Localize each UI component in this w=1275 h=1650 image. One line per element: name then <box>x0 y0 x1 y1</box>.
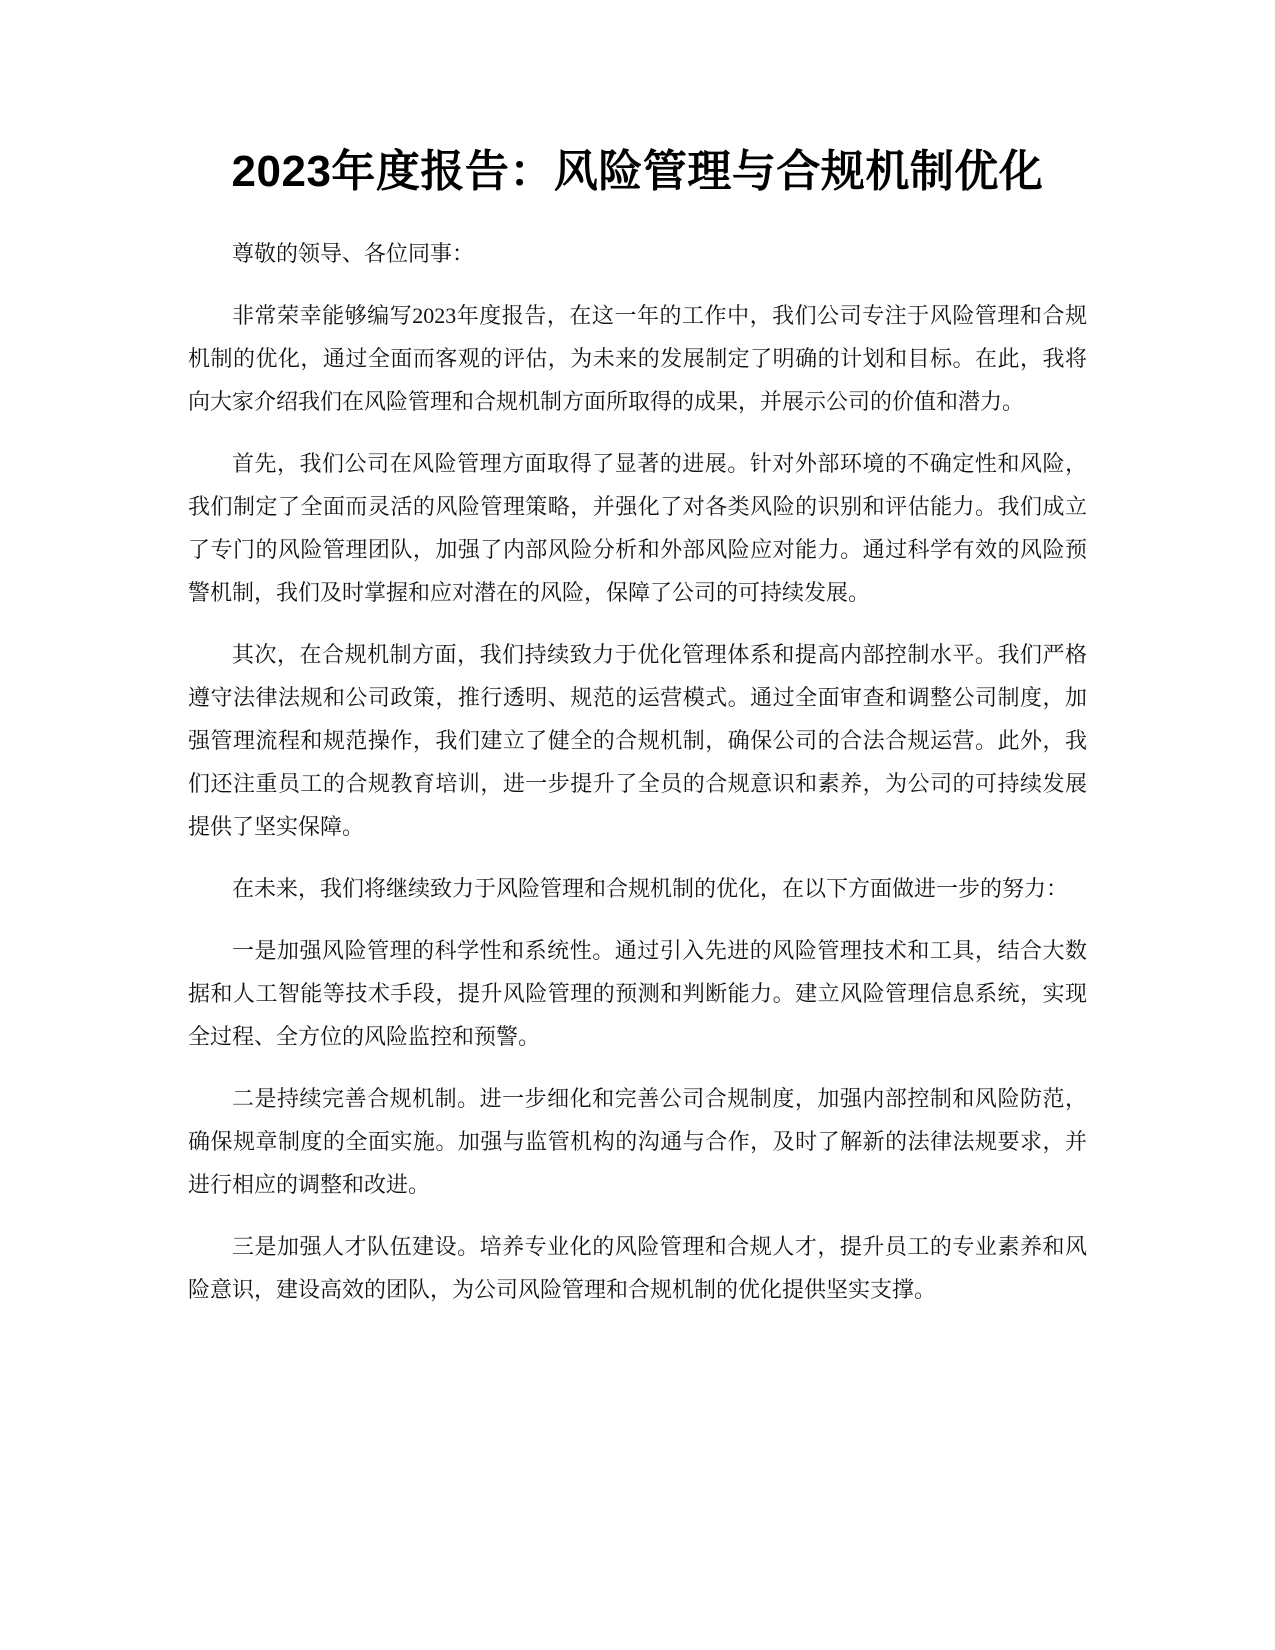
paragraph-point-one: 一是加强风险管理的科学性和系统性。通过引入先进的风险管理技术和工具，结合大数据和人工智能等技术手段，提升风险管理的预测和判断能力。建立风险管理信息系统，实现全过程、全方位的风险监控和预警。 <box>188 938 1087 1049</box>
paragraph-salutation: 尊敬的领导、各位同事： <box>232 241 475 266</box>
paragraph-compliance: 其次，在合规机制方面，我们持续致力于优化管理体系和提高内部控制水平。我们严格遵守法律法规和公司政策，推行透明、规范的运营模式。通过全面审查和调整公司制度，加强管理流程和规范操作，我们建立了健全的合规机制，确保公司的合法合规运营。此外，我们还注重员工的合规教育培训，进一步提升了全员的合规意识和素养，为公司的可持续发展提供了坚实保障。 <box>188 642 1087 839</box>
paragraph-future-outlook: 在未来，我们将继续致力于风险管理和合规机制的优化，在以下方面做进一步的努力： <box>232 876 1069 901</box>
paragraph-point-three: 三是加强人才队伍建设。培养专业化的风险管理和合规人才，提升员工的专业素养和风险意识，建设高效的团队，为公司风险管理和合规机制的优化提供坚实支撑。 <box>188 1234 1087 1302</box>
paragraph-point-two: 二是持续完善合规机制。进一步细化和完善公司合规制度，加强内部控制和风险防范，确保规章制度的全面实施。加强与监管机构的沟通与合作，及时了解新的法律法规要求，并进行相应的调整和改进。 <box>188 1086 1087 1197</box>
paragraph-risk-management: 首先，我们公司在风险管理方面取得了显著的进展。针对外部环境的不确定性和风险，我们制定了全面而灵活的风险管理策略，并强化了对各类风险的识别和评估能力。我们成立了专门的风险管理团队，加强了内部风险分析和外部风险应对能力。通过科学有效的风险预警机制，我们及时掌握和应对潜在的风险，保障了公司的可持续发展。 <box>188 451 1087 605</box>
document-title: 2023年度报告：风险管理与合规机制优化 <box>231 147 1044 196</box>
paragraph-introduction: 非常荣幸能够编写2023年度报告，在这一年的工作中，我们公司专注于风险管理和合规机制的优化，通过全面而客观的评估，为未来的发展制定了明确的计划和目标。在此，我将向大家介绍我们在风险管理和合规机制方面所取得的成果，并展示公司的价值和潜力。 <box>188 303 1087 414</box>
